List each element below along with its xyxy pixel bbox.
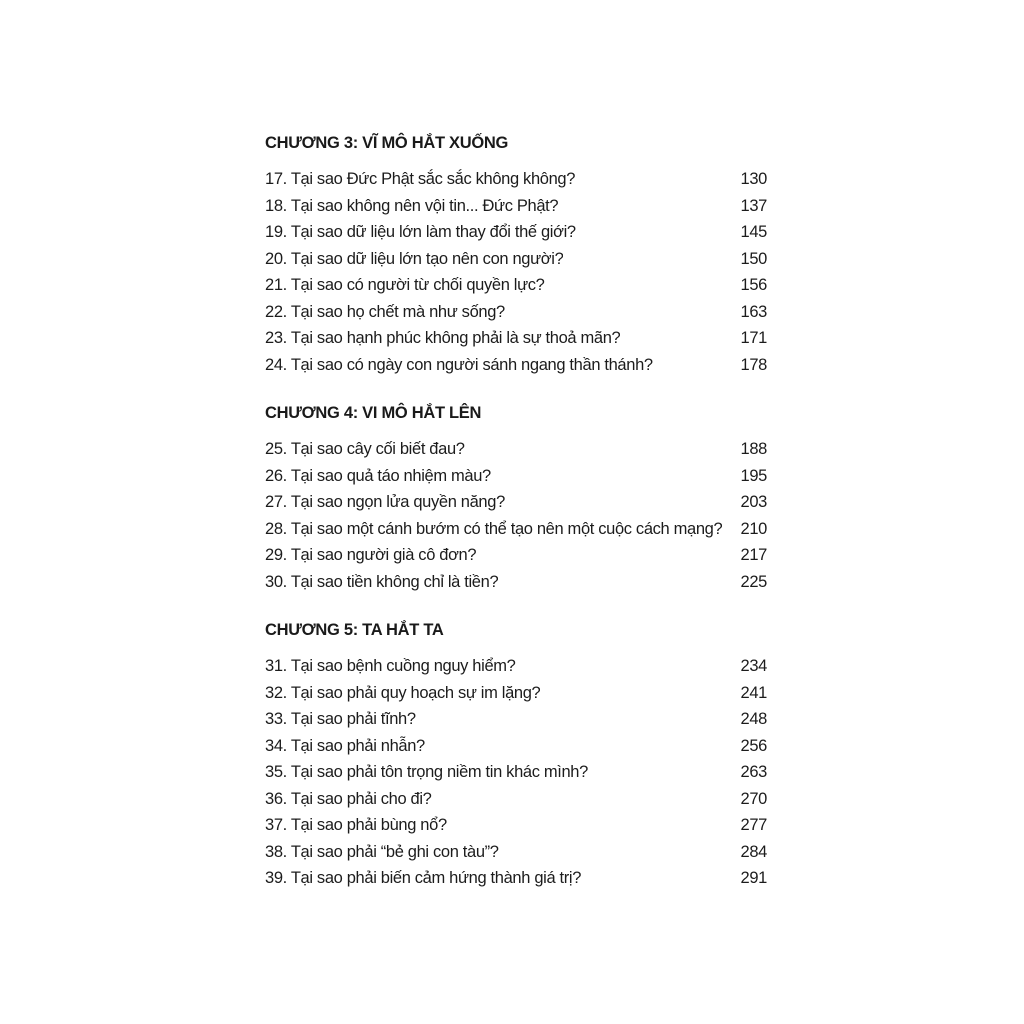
- entry-title: 28. Tại sao một cánh bướm có thể tạo nên một cuộc cách mạng?: [265, 519, 723, 538]
- entry-page-number: 256: [740, 736, 767, 755]
- toc-entry: [265, 219, 767, 246]
- entry-title: 17. Tại sao Đức Phật sắc sắc không không?: [265, 170, 576, 188]
- toc-entry: [265, 786, 767, 813]
- toc-entry: [265, 759, 767, 786]
- entry-title: 32. Tại sao phải quy hoạch sự im lặng?: [265, 683, 541, 702]
- entry-page-number: 203: [740, 493, 767, 511]
- toc-entry: [265, 325, 767, 352]
- entry-page-number: 188: [740, 440, 767, 458]
- entry-title: 25. Tại sao cây cối biết đau?: [265, 440, 465, 458]
- table-of-contents: [265, 130, 767, 892]
- entry-title: 33. Tại sao phải tĩnh?: [265, 710, 416, 728]
- entry-page-number: 241: [740, 683, 767, 702]
- entry-page-number: 234: [740, 657, 767, 675]
- entry-title: 37. Tại sao phải bùng nổ?: [265, 816, 447, 834]
- entry-page-number: 217: [740, 546, 767, 564]
- entry-page-number: 171: [740, 329, 767, 347]
- toc-entry: [265, 299, 767, 326]
- entry-page-number: 137: [740, 196, 767, 215]
- entry-page-number: 225: [740, 572, 767, 591]
- entry-page-number: 130: [740, 170, 767, 188]
- entry-page-number: 163: [740, 302, 767, 321]
- toc-entry: [265, 272, 767, 299]
- entry-title: 23. Tại sao hạnh phúc không phải là sự thoả mãn?: [265, 329, 621, 347]
- toc-entry: [265, 489, 767, 516]
- chapter-title: CHƯƠNG 3: VĨ MÔ HẮT XUỐNG: [265, 134, 509, 152]
- toc-entry: [265, 542, 767, 569]
- entry-page-number: 145: [740, 223, 767, 241]
- entry-page-number: 248: [740, 710, 767, 728]
- entry-title: 19. Tại sao dữ liệu lớn làm thay đổi thế giới?: [265, 223, 576, 241]
- entry-page-number: 291: [740, 869, 767, 887]
- entry-title: 21. Tại sao có người từ chối quyền lực?: [265, 276, 545, 294]
- entry-page-number: 270: [740, 789, 767, 808]
- chapter-title: CHƯƠNG 5: TA HẮT TA: [265, 621, 444, 639]
- entry-page-number: 156: [740, 276, 767, 294]
- entry-page-number: 277: [740, 816, 767, 834]
- toc-entry: [265, 653, 767, 680]
- toc-entry: [265, 352, 767, 379]
- toc-entry: [265, 193, 767, 220]
- toc-entry: [265, 733, 767, 760]
- entry-page-number: 284: [740, 842, 767, 861]
- entry-title: 29. Tại sao người già cô đơn?: [265, 546, 477, 564]
- toc-entry: [265, 246, 767, 273]
- chapter-title: CHƯƠNG 4: VI MÔ HẮT LÊN: [265, 404, 482, 422]
- entry-title: 24. Tại sao có ngày con người sánh ngang thần thánh?: [265, 355, 653, 374]
- toc-entry: [265, 463, 767, 490]
- entry-page-number: 150: [740, 249, 767, 268]
- entry-list: [265, 166, 767, 378]
- entry-title: 27. Tại sao ngọn lửa quyền năng?: [265, 493, 505, 511]
- entry-title: 34. Tại sao phải nhẫn?: [265, 736, 425, 755]
- chapter-section: [265, 130, 767, 378]
- toc-entry: [265, 516, 767, 543]
- toc-entry: [265, 569, 767, 596]
- chapter-section: [265, 617, 767, 892]
- entry-title: 22. Tại sao họ chết mà như sống?: [265, 302, 505, 321]
- entry-title: 20. Tại sao dữ liệu lớn tạo nên con người?: [265, 249, 564, 268]
- entry-page-number: 195: [740, 466, 767, 485]
- toc-entry: [265, 812, 767, 839]
- toc-entry: [265, 436, 767, 463]
- toc-entry: [265, 865, 767, 892]
- entry-page-number: 178: [740, 355, 767, 374]
- entry-title: 36. Tại sao phải cho đi?: [265, 789, 432, 808]
- entry-title: 18. Tại sao không nên vội tin... Đức Phật?: [265, 196, 559, 215]
- entry-list: [265, 653, 767, 892]
- entry-title: 31. Tại sao bệnh cuồng nguy hiểm?: [265, 657, 516, 675]
- entry-page-number: 210: [740, 519, 767, 538]
- toc-entry: [265, 706, 767, 733]
- entry-title: 35. Tại sao phải tôn trọng niềm tin khác mình?: [265, 763, 588, 781]
- entry-page-number: 263: [740, 763, 767, 781]
- entry-title: 39. Tại sao phải biến cảm hứng thành giá trị?: [265, 869, 582, 887]
- chapter-section: [265, 400, 767, 595]
- toc-entry: [265, 166, 767, 193]
- toc-entry: [265, 839, 767, 866]
- entry-title: 30. Tại sao tiền không chỉ là tiền?: [265, 572, 499, 591]
- entry-title: 26. Tại sao quả táo nhiệm màu?: [265, 466, 491, 485]
- toc-entry: [265, 680, 767, 707]
- entry-list: [265, 436, 767, 595]
- entry-title: 38. Tại sao phải “bẻ ghi con tàu”?: [265, 842, 499, 861]
